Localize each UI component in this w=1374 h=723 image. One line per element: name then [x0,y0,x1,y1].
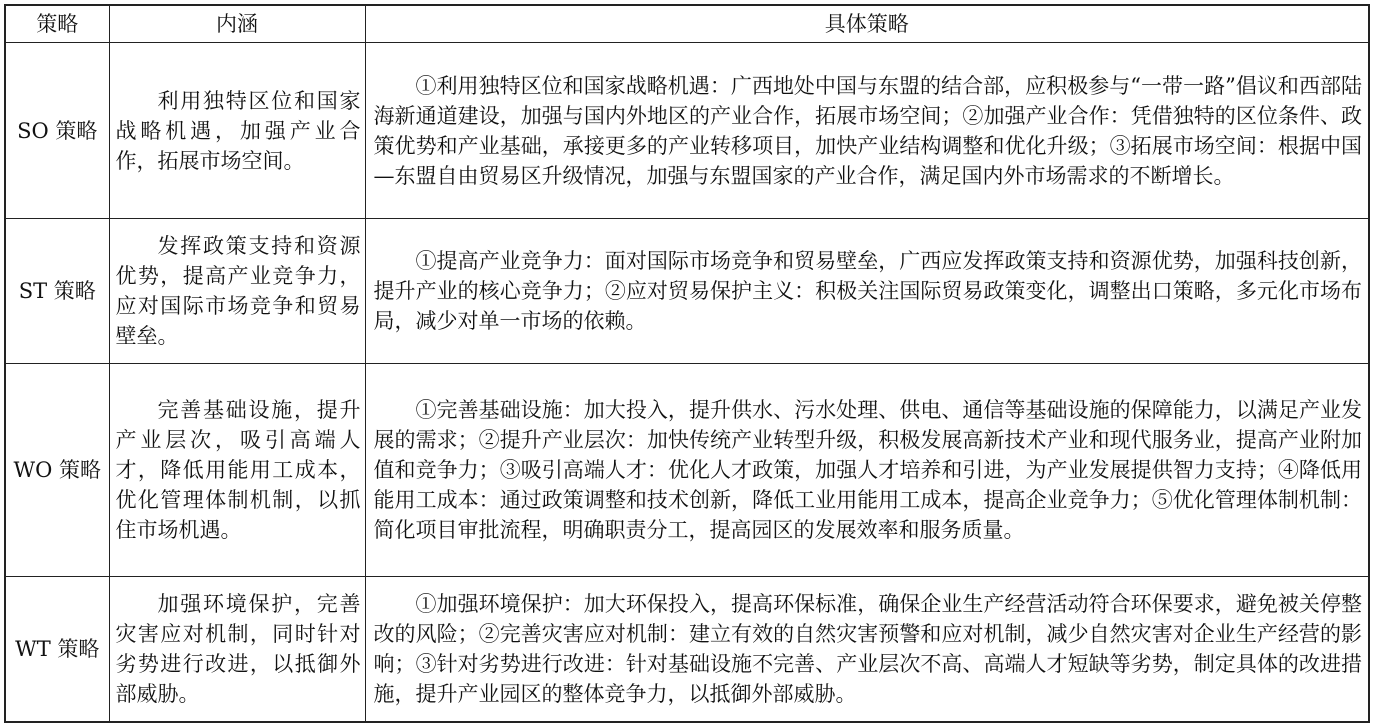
table-header-row [5,5,1369,43]
strategy-name-st: ST 策略 [5,219,109,364]
strategy-meaning-wo-text: 完善基础设施，提升产业层次，吸引高端人才，降低用能用工成本，优化管理体制机制，以抓住市场机遇。 [115,398,361,542]
swot-strategy-table [4,4,1370,723]
header-meaning: 内涵 [109,5,365,43]
strategy-detail-st [365,219,1369,364]
strategy-meaning-so [109,43,365,219]
strategy-name-wt: WT 策略 [5,577,109,723]
table-row-st [5,219,1369,364]
table-row-wt [5,577,1369,723]
strategy-detail-so-text: ①利用独特区位和国家战略机遇：广西地处中国与东盟的结合部，应积极参与“一带一路”倡议和西部陆海新通道建设，加强与国内外地区的产业合作，拓展市场空间；②加强产业合作：凭借独特的区位条件、政策优势和产业基础，承接更多的产业转移项目，加快产业结构调整和优化升级；③拓展市场空间：根据中国—东盟自由贸易区升级情况，加强与东盟国家的产业合作，满足国内外市场需求的不断增长。 [373,73,1362,188]
header-detail: 具体策略 [365,5,1369,43]
strategy-meaning-st [109,219,365,364]
strategy-detail-so [365,43,1369,219]
strategy-meaning-st-text: 发挥政策支持和资源优势，提高产业竞争力，应对国际市场竞争和贸易壁垒。 [115,234,361,348]
strategy-meaning-wt [109,577,365,723]
strategy-detail-wo [365,364,1369,577]
table-row-so [5,43,1369,219]
strategy-meaning-wt-text: 加强环境保护，完善灾害应对机制，同时针对劣势进行改进，以抵御外部威胁。 [115,592,361,706]
strategy-meaning-wo [109,364,365,577]
strategy-detail-st-text: ①提高产业竞争力：面对国际市场竞争和贸易壁垒，广西应发挥政策支持和资源优势，加强科技创新，提升产业的核心竞争力；②应对贸易保护主义：积极关注国际贸易政策变化，调整出口策略，多元化市场布局，减少对单一市场的依赖。 [373,249,1362,333]
strategy-detail-wo-text: ①完善基础设施：加大投入，提升供水、污水处理、供电、通信等基础设施的保障能力，以满足产业发展的需求；②提升产业层次：加快传统产业转型升级，积极发展高新技术产业和现代服务业，提高产业附加值和竞争力；③吸引高端人才：优化人才政策，加强人才培养和引进，为产业发展提供智力支持；④降低用能用工成本：通过政策调整和技术创新，降低工业用能用工成本，提高企业竞争力；⑤优化管理体制机制：简化项目审批流程，明确职责分工，提高园区的发展效率和服务质量。 [373,398,1362,542]
table-row-wo [5,364,1369,577]
strategy-table-container [4,4,1368,706]
strategy-name-wo: WO 策略 [5,364,109,577]
strategy-detail-wt-text: ①加强环境保护：加大环保投入，提高环保标准，确保企业生产经营活动符合环保要求，避免被关停整改的风险；②完善灾害应对机制：建立有效的自然灾害预警和应对机制，减少自然灾害对企业生产经营的影响；③针对劣势进行改进：针对基础设施不完善、产业层次不高、高端人才短缺等劣势，制定具体的改进措施，提升产业园区的整体竞争力，以抵御外部威胁。 [373,592,1362,706]
strategy-meaning-so-text: 利用独特区位和国家战略机遇，加强产业合作，拓展市场空间。 [115,88,361,173]
header-strategy: 策略 [5,5,109,43]
strategy-detail-wt [365,577,1369,723]
strategy-name-so: SO 策略 [5,43,109,219]
